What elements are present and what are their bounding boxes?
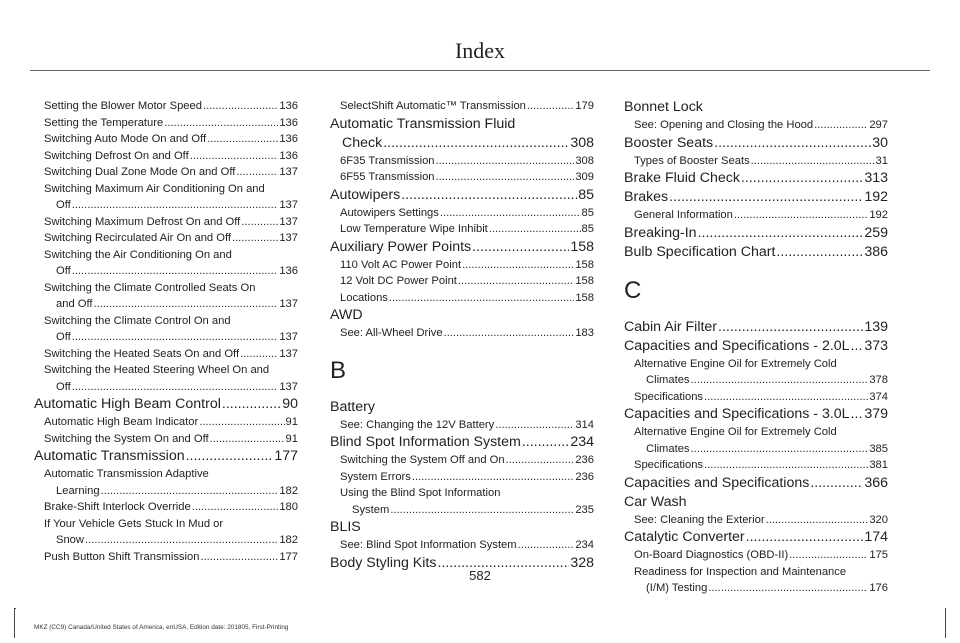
page-ref: 30	[872, 134, 888, 151]
page-ref: 386	[864, 243, 888, 260]
entry-text: See: All-Wheel Drive	[340, 327, 443, 339]
entry-text: Switching the Heated Seats On and Off	[44, 347, 240, 360]
entry-text: Setting the Blower Motor Speed	[44, 100, 202, 112]
page-ref: 236	[575, 470, 594, 483]
page-ref: 91	[285, 416, 298, 428]
index-column-3	[624, 98, 888, 597]
entry-text: See: Blind Spot Information System	[340, 539, 517, 551]
page-ref: 137	[279, 298, 298, 310]
index-entry	[330, 306, 594, 325]
dot-leader	[192, 499, 279, 516]
entry-text: Off	[56, 199, 71, 211]
dot-leader	[236, 164, 278, 181]
dot-leader	[72, 263, 279, 280]
page-ref: 137	[279, 215, 298, 228]
crop-mark-left-vertical	[14, 608, 15, 638]
index-entry	[624, 318, 888, 337]
entry-text-line1: Alternative Engine Oil for Extremely Cold	[634, 426, 837, 438]
index-subentry	[330, 221, 594, 238]
entry-text: 110 Volt AC Power Point	[340, 258, 462, 271]
entry-text-line1: If Your Vehicle Gets Stuck In Mud or	[44, 517, 224, 530]
dot-leader	[200, 549, 278, 566]
entry-text: Automatic Transmission	[34, 448, 185, 464]
entry-text-line1: Switching the Climate Control On and	[44, 314, 231, 327]
entry-text: See: Cleaning the Exterior	[634, 513, 765, 526]
entry-text: Blind Spot Information System	[330, 434, 521, 450]
dot-leader	[462, 257, 574, 274]
page-ref: 179	[575, 100, 594, 112]
index-subentry	[624, 424, 888, 457]
entry-text-line1: Using the Blind Spot Information	[340, 487, 501, 499]
index-subentry	[34, 164, 298, 181]
page-ref: 136	[279, 133, 298, 145]
dot-leader	[746, 528, 864, 547]
page-ref: 234	[570, 434, 594, 450]
entry-text: General Information	[634, 209, 733, 221]
entry-text: Specifications	[634, 390, 704, 403]
index-subentry	[34, 516, 298, 549]
entry-text: Bulb Specification Chart	[624, 243, 776, 260]
index-subentry	[34, 362, 298, 395]
index-subentry	[34, 313, 298, 346]
entry-text-line1: Alternative Engine Oil for Extremely Cold	[634, 357, 837, 370]
index-subentry	[330, 98, 594, 115]
index-subentry	[34, 181, 298, 214]
page-ref: 136	[279, 265, 298, 277]
title-divider	[30, 70, 930, 71]
dot-leader	[522, 433, 569, 452]
entry-text-line1: Switching the Air Conditioning On and	[44, 248, 232, 261]
index-entry	[624, 188, 888, 207]
dot-leader	[741, 169, 863, 188]
dot-leader	[412, 469, 574, 486]
entry-text-line1: Automatic Transmission Fluid	[330, 115, 516, 132]
dot-leader	[203, 98, 278, 115]
page-ref: 308	[575, 154, 594, 167]
dot-leader	[241, 214, 278, 231]
index-subentry	[34, 431, 298, 448]
page-ref: 175	[869, 549, 888, 561]
index-subentry	[34, 247, 298, 280]
index-letter-heading: B	[330, 356, 347, 384]
index-subentry	[330, 417, 594, 434]
entry-text: See: Changing the 12V Battery	[340, 418, 495, 431]
page-ref: 158	[575, 275, 594, 287]
entry-text: Capacities and Specifications	[624, 474, 810, 491]
entry-text: Capacities and Specifications - 2.0L	[624, 337, 850, 354]
entry-text: Switching the System On and Off	[44, 432, 209, 445]
index-entry	[624, 98, 888, 117]
page-ref: 235	[575, 503, 594, 516]
dot-leader	[72, 379, 279, 396]
index-subentry	[330, 452, 594, 469]
index-subentry	[34, 346, 298, 363]
index-subentry	[330, 257, 594, 274]
index-subentry	[34, 499, 298, 516]
dot-leader	[222, 395, 281, 414]
entry-text: Check	[342, 134, 383, 151]
index-subentry	[624, 356, 888, 389]
page-ref: 158	[575, 291, 594, 304]
dot-leader	[691, 372, 869, 389]
dot-leader	[506, 452, 575, 469]
page-ref: 158	[575, 258, 594, 271]
entry-text: Low Temperature Wipe Inhibit	[340, 223, 488, 235]
dot-leader	[210, 431, 285, 448]
entry-text-line1: Switching Maximum Air Conditioning On and	[44, 182, 265, 195]
dot-leader	[472, 238, 569, 257]
entry-text: Learning	[56, 484, 100, 497]
dot-leader	[691, 441, 869, 458]
entry-text: Cabin Air Filter	[624, 318, 718, 335]
entry-text: Battery	[330, 398, 375, 415]
page-ref: 366	[864, 474, 888, 491]
entry-text: 6F35 Transmission	[340, 154, 435, 167]
entry-text: See: Opening and Closing the Hood	[634, 119, 814, 131]
index-subentry	[330, 537, 594, 554]
entry-text: AWD	[330, 307, 363, 323]
index-entry	[330, 238, 594, 257]
index-column-2	[330, 98, 594, 573]
dot-leader	[232, 230, 278, 247]
entry-text: Switching Maximum Defrost On and Off	[44, 215, 241, 228]
dot-leader	[436, 153, 575, 170]
index-entry	[624, 134, 888, 153]
dot-leader	[851, 337, 864, 356]
index-subentry	[34, 549, 298, 566]
index-entry	[330, 186, 594, 205]
page-ref: 177	[279, 550, 298, 563]
entry-text: Autowipers	[330, 186, 401, 203]
entry-text: Switching Dual Zone Mode On and Off	[44, 166, 236, 178]
dot-leader	[186, 447, 274, 466]
dot-leader	[789, 547, 868, 564]
page-ref: 320	[869, 513, 888, 526]
index-subentry	[34, 214, 298, 231]
page-ref: 137	[279, 166, 298, 178]
entry-text: BLIS	[330, 519, 361, 535]
entry-text-line1: Readiness for Inspection and Maintenance	[634, 565, 847, 578]
dot-leader	[240, 346, 278, 363]
entry-text: Brakes	[624, 189, 669, 205]
index-subentry	[34, 466, 298, 499]
index-subentry	[330, 153, 594, 170]
entry-text: Specifications	[634, 459, 704, 471]
index-subentry	[34, 280, 298, 313]
dot-leader	[810, 474, 863, 493]
crop-mark-left-horizontal	[14, 608, 16, 609]
index-entry	[624, 337, 888, 356]
page-title: Index	[454, 38, 506, 63]
page-ref: 192	[864, 189, 888, 205]
index-column-1	[34, 98, 298, 565]
dot-leader	[190, 148, 279, 165]
page-ref: 90	[282, 396, 298, 412]
dot-leader	[72, 197, 279, 214]
page-ref: 158	[570, 238, 594, 255]
index-subentry	[34, 115, 298, 132]
entry-text-line1: Switching the Climate Controlled Seats On	[44, 281, 256, 294]
entry-text: Booster Seats	[624, 134, 714, 151]
index-subentry	[330, 290, 594, 307]
entry-text: On-Board Diagnostics (OBD-II)	[634, 549, 789, 561]
dot-leader	[751, 153, 875, 170]
page-ref: 192	[869, 209, 888, 221]
index-letter-heading: C	[624, 276, 642, 304]
entry-text: Body Styling Kits	[330, 554, 437, 571]
dot-leader	[94, 296, 279, 313]
dot-leader	[101, 483, 279, 500]
dot-leader	[85, 532, 278, 549]
entry-text: Catalytic Converter	[624, 529, 745, 545]
index-entry	[330, 398, 594, 417]
index-entry	[330, 518, 594, 537]
dot-leader	[199, 414, 284, 431]
index-subentry	[624, 457, 888, 474]
index-subentry	[34, 414, 298, 431]
entry-text: Brake-Shift Interlock Override	[44, 501, 191, 513]
index-entry	[624, 474, 888, 493]
index-subentry	[624, 547, 888, 564]
entry-text: Switching the System Off and On	[340, 454, 505, 466]
page-ref: 308	[570, 134, 594, 151]
entry-text: Auxiliary Power Points	[330, 238, 472, 255]
entry-text: Bonnet Lock	[624, 99, 703, 115]
page-ref: 183	[575, 327, 594, 339]
entry-text: Breaking-In	[624, 224, 697, 241]
dot-leader	[164, 115, 278, 132]
page-ref: 139	[864, 318, 888, 335]
dot-leader	[669, 188, 863, 207]
entry-text: 12 Volt DC Power Point	[340, 275, 457, 287]
dot-leader	[814, 117, 868, 134]
dot-leader	[518, 537, 575, 554]
entry-text-line1: Switching the Heated Steering Wheel On and	[44, 364, 270, 376]
dot-leader	[489, 221, 581, 238]
index-entry	[624, 243, 888, 262]
dot-leader	[72, 329, 279, 346]
dot-leader	[207, 131, 278, 148]
index-entry	[624, 528, 888, 547]
page-ref: 385	[869, 442, 888, 455]
index-subentry	[624, 207, 888, 224]
index-subentry	[330, 469, 594, 486]
page-ref: 91	[285, 432, 298, 445]
index-subentry	[330, 325, 594, 342]
page-ref: 313	[864, 170, 888, 186]
entry-text: Locations	[340, 291, 388, 304]
index-entry	[624, 224, 888, 243]
footer-edition-info: MKZ (CC9) Canada/United States of America, enUSA, Edition date: 201805, First-Printing	[34, 624, 289, 631]
page-ref: 137	[279, 199, 298, 211]
page-ref: 309	[575, 171, 594, 183]
page-ref: 137	[279, 347, 298, 360]
entry-text: Climates	[646, 442, 690, 455]
dot-leader	[527, 98, 574, 115]
page-ref: 136	[279, 116, 298, 129]
entry-text: Off	[56, 380, 71, 393]
index-subentry	[624, 153, 888, 170]
entry-text: Switching Recirculated Air On and Off	[44, 232, 231, 244]
entry-text: Off	[56, 265, 71, 277]
page-ref: 85	[581, 206, 594, 219]
entry-text: Brake Fluid Check	[624, 170, 740, 186]
index-entry	[34, 447, 298, 466]
entry-text: Switching Defrost On and Off	[44, 149, 189, 162]
page-ref: 328	[570, 554, 594, 571]
dot-leader	[851, 405, 864, 424]
dot-leader	[698, 224, 864, 243]
entry-text: Types of Booster Seats	[634, 154, 750, 167]
entry-text: Automatic High Beam Indicator	[44, 416, 199, 428]
page-ref: 379	[864, 406, 888, 422]
index-subentry	[330, 485, 594, 518]
entry-text: Automatic High Beam Control	[34, 396, 221, 412]
dot-leader	[444, 325, 575, 342]
page-ref: 177	[274, 448, 298, 464]
index-subentry	[330, 169, 594, 186]
entry-text: Off	[56, 331, 71, 343]
entry-text: Climates	[646, 374, 690, 386]
index-subentry	[34, 148, 298, 165]
dot-leader	[390, 502, 574, 519]
entry-text: Push Button Shift Transmission	[44, 550, 200, 563]
page-ref: 182	[279, 534, 298, 546]
dot-leader	[401, 186, 577, 205]
crop-mark-right-vertical	[945, 608, 946, 638]
page-ref: 259	[864, 224, 888, 241]
index-subentry	[624, 389, 888, 406]
entry-text: Car Wash	[624, 493, 687, 510]
page-number: 582	[469, 568, 491, 583]
dot-leader	[383, 134, 569, 153]
page-ref: 85	[581, 223, 594, 235]
index-subentry	[624, 512, 888, 529]
dot-leader	[704, 389, 868, 406]
page-ref: 182	[279, 484, 298, 497]
page-ref: 381	[869, 459, 888, 471]
page-ref: 236	[575, 454, 594, 466]
index-entry	[34, 395, 298, 414]
dot-leader	[734, 207, 868, 224]
page-ref: 136	[279, 100, 298, 112]
page-ref: 297	[869, 119, 888, 131]
page-ref: 136	[279, 149, 298, 162]
page-ref: 378	[869, 374, 888, 386]
page-ref: 234	[575, 539, 594, 551]
index-subentry	[330, 273, 594, 290]
index-subentry	[330, 205, 594, 222]
index-entry	[330, 433, 594, 452]
entry-text: 6F55 Transmission	[340, 171, 435, 183]
dot-leader	[458, 273, 574, 290]
dot-leader	[714, 134, 871, 153]
dot-leader	[389, 290, 574, 307]
entry-text: Snow	[56, 534, 84, 546]
index-subentry	[34, 131, 298, 148]
dot-leader	[766, 512, 869, 529]
entry-text: Setting the Temperature	[44, 116, 164, 129]
dot-leader	[436, 169, 575, 186]
page-ref: 176	[869, 582, 888, 594]
dot-leader	[776, 243, 863, 262]
index-entry	[624, 169, 888, 188]
index-subentry	[34, 230, 298, 247]
dot-leader	[718, 318, 863, 337]
page-ref: 174	[864, 529, 888, 545]
entry-text-line1: Automatic Transmission Adaptive	[44, 468, 209, 480]
page-ref: 314	[575, 418, 594, 431]
entry-text: and Off	[56, 298, 93, 310]
entry-text: Switching Auto Mode On and Off	[44, 133, 207, 145]
entry-text: Capacities and Specifications - 3.0L	[624, 406, 850, 422]
index-subentry	[34, 98, 298, 115]
page-ref: 85	[578, 186, 594, 203]
index-entry	[624, 493, 888, 512]
page-ref: 373	[864, 337, 888, 354]
entry-text: System	[352, 503, 390, 516]
page-ref: 137	[279, 331, 298, 343]
entry-text: Autowipers Settings	[340, 206, 439, 219]
index-subentry	[624, 117, 888, 134]
page-ref: 31	[875, 154, 888, 167]
dot-leader	[704, 457, 868, 474]
dot-leader	[495, 417, 574, 434]
dot-leader	[440, 205, 581, 222]
entry-text: (I/M) Testing	[646, 582, 708, 594]
index-entry	[330, 115, 594, 153]
page-ref: 137	[279, 232, 298, 244]
page-ref: 180	[279, 501, 298, 513]
entry-text: SelectShift Automatic™ Transmission	[340, 100, 526, 112]
page-ref: 374	[869, 390, 888, 403]
entry-text: System Errors	[340, 470, 411, 483]
page-ref: 137	[279, 380, 298, 393]
index-entry	[624, 405, 888, 424]
